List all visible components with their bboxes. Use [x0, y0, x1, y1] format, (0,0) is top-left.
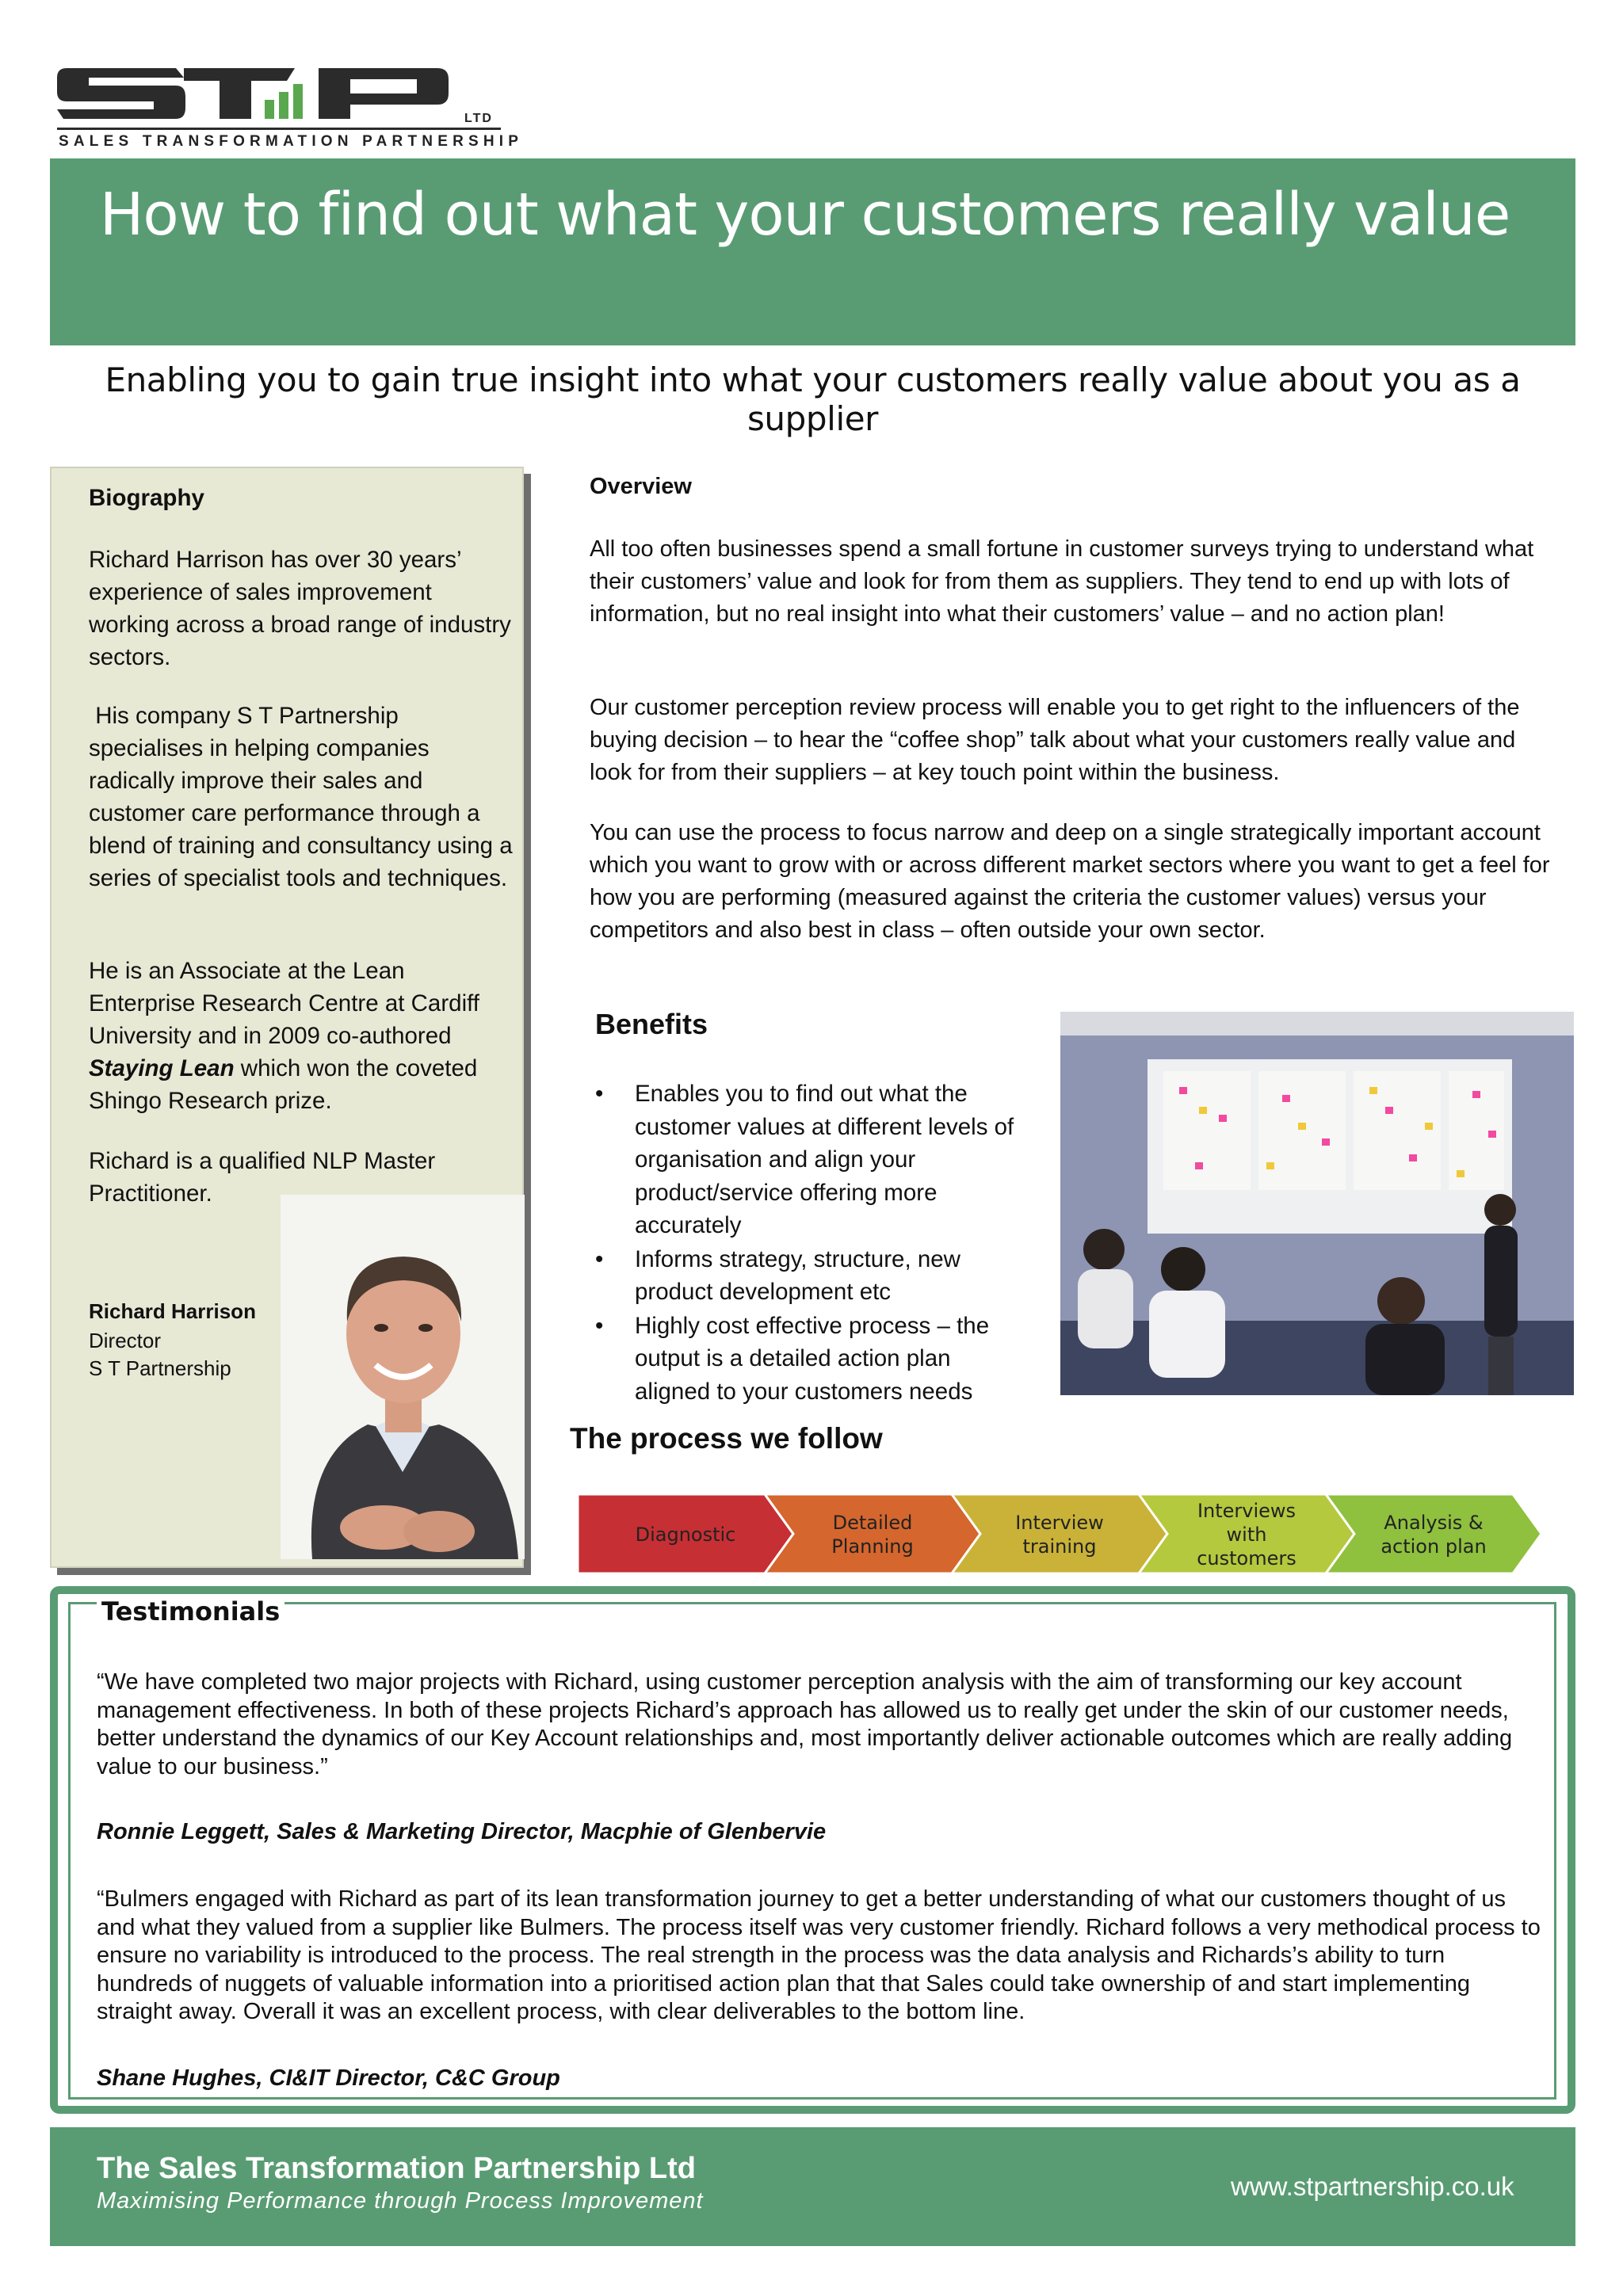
logo-tagline: SALES TRANSFORMATION PARTNERSHIP [59, 133, 524, 150]
biography-text: which won the coveted Shingo Research prize. [89, 1055, 478, 1114]
overview-paragraph: All too often businesses spend a small fortune in customer surveys trying to understand what their customers’ value and look for from them as suppliers. They tend to end up with lots of information, but no real insight into what their customers’ value – and no action plan! [590, 536, 1534, 627]
footer-website-link[interactable]: www.stpartnership.co.uk [1231, 2172, 1514, 2201]
page-title: How to find out what your customers really value [99, 181, 1510, 249]
list-item: • Informs strategy, structure, new product development etc [595, 1243, 1023, 1309]
biography-heading: Biography [89, 485, 204, 511]
footer-company: The Sales Transformation Partnership Ltd [97, 2152, 696, 2185]
biography-paragraph [89, 955, 517, 1117]
process-chevron [765, 1494, 980, 1573]
benefits-heading: Benefits [595, 1008, 708, 1040]
list-item: • Highly cost effective process – the output is a detailed action plan aligned to your customers needs [595, 1310, 1023, 1409]
process-step-label: Analysis & [1384, 1512, 1484, 1534]
bio-role: Director [89, 1329, 162, 1352]
process-step-label: Detailed [832, 1512, 913, 1534]
process-step [765, 1494, 980, 1573]
biography-text: He is an Associate at the Lean Enterprise Research Centre at Cardiff University and in 2009 co-authored [89, 958, 479, 1049]
process-step-label: Planning [831, 1535, 914, 1558]
process-step-label: Interviews [1197, 1500, 1296, 1522]
bullet-icon: • [595, 1081, 604, 1107]
process-step-label: with [1226, 1524, 1267, 1546]
bio-name: Richard Harrison [89, 1299, 256, 1323]
testimonial-author: Ronnie Leggett, Sales & Marketing Director, Macphie of Glenbervie [97, 1819, 827, 1844]
bullet-icon: • [595, 1245, 604, 1272]
process-chevrons [577, 1488, 1541, 1585]
process-step [578, 1494, 793, 1573]
testimonial-quote: “We have completed two major projects with Richard, using customer perception analysis with the aim of transforming our key account management effectiveness. In both of these projects Richard’s approach has allowed us to really get under the skin of our customer needs, better understand the dynamics of our Key Account relationships and, most importantly deliver actionable outcomes which are really adding value to our business.” [97, 1669, 1513, 1779]
process-step-label: customers [1197, 1547, 1296, 1569]
process-step-label: training [1022, 1535, 1097, 1558]
process-heading: The process we follow [570, 1422, 883, 1455]
process-step-label: Interview [1015, 1512, 1104, 1534]
process-step-label: Diagnostic [635, 1524, 736, 1546]
process-step [952, 1494, 1167, 1573]
testimonials-heading: Testimonials [97, 1596, 285, 1627]
bullet-icon: • [595, 1312, 604, 1339]
overview-heading: Overview [590, 474, 692, 499]
biography-paragraph: Richard Harrison has over 30 years’ experience of sales improvement working across a broad range of industry sectors. [89, 547, 511, 670]
workshop-photo [1060, 1012, 1574, 1395]
biography-paragraph: His company S T Partnership specialises in helping companies radically improve their sales and customer care performance through a blend of training and consultancy using a series of specialist tools and techniques. [89, 703, 519, 891]
biography-paragraph: Richard is a qualified NLP Master Practitioner. [89, 1148, 436, 1207]
process-step [1326, 1494, 1541, 1573]
process-chevron [1326, 1494, 1541, 1573]
footer-tagline: Maximising Performance through Process Improvement [97, 2188, 704, 2214]
logo-ltd: LTD [464, 112, 493, 125]
testimonial-quote: “Bulmers engaged with Richard as part of its lean transformation journey to get a better understanding of what our customers thought of us and what they valued from a supplier like Bulmers. The process itself was very customer friendly. Richard follows a very methodical process to ensure no variability is introduced to the process. The real strength in the process was the data analysis and Richards’s ability to turn hundreds of nuggets of valuable information into a prioritised action plan that that Sales could take ownership of and start implementing straight away. Overall it was an excellent process, with clear deliverables to the bottom line. [97, 1886, 1541, 2024]
process-flow [577, 1488, 1541, 1585]
overview-paragraph: Our customer perception review process will enable you to get right to the influencers of the buying decision – to hear the “coffee shop” talk about what your customers really value and look for from their suppliers – at key touch point within the business. [590, 695, 1520, 785]
overview-paragraph: You can use the process to focus narrow and deep on a single strategically important account which you want to grow with or across different market sectors where you want to get a feel for how you are performing (measured against the criteria the customer values) versus your competitors and also best in class – often outside your own sector. [590, 820, 1550, 943]
testimonial-author: Shane Hughes, CI&IT Director, C&C Group [97, 2065, 560, 2091]
page-subtitle: Enabling you to gain true insight into what your customers really value about you as a supplier [105, 360, 1521, 438]
bio-company: S T Partnership [89, 1356, 231, 1380]
process-chevron [952, 1494, 1167, 1573]
process-step-label: action plan [1381, 1535, 1487, 1558]
list-item: • Enables you to find out what the customer values at different levels of organisation and align your product/service offering more accurately [595, 1077, 1023, 1242]
benefits-list [595, 1077, 1023, 1409]
process-step [1139, 1494, 1354, 1573]
portrait-photo [281, 1195, 525, 1559]
book-title: Staying Lean [89, 1055, 235, 1081]
